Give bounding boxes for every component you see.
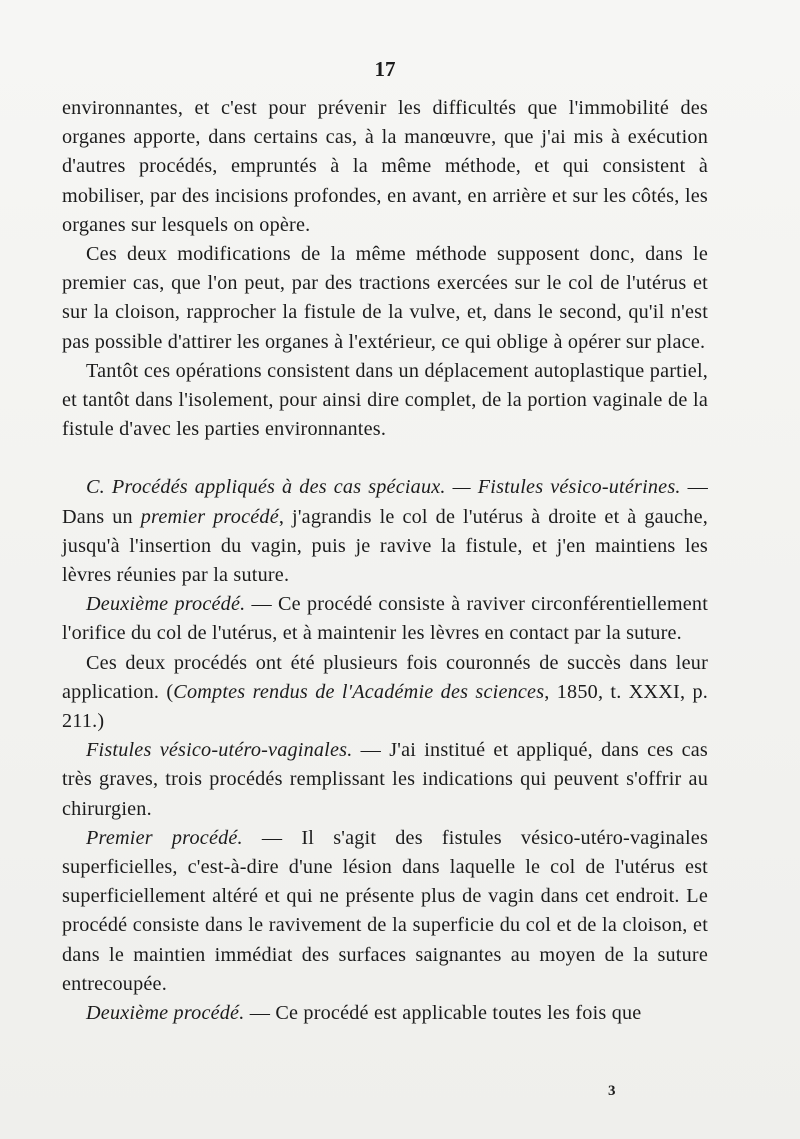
paragraph-5 <box>62 590 708 648</box>
paragraph-6-end: , 1850, t. XXXI, p. 211.) <box>62 680 708 733</box>
paragraph-5-text: — Ce procédé consiste à raviver circonférentiellement l'orifice du col de l'utérus, et à maintenir les lèvres en contact par la suture. <box>62 593 708 645</box>
signature-mark: 3 <box>608 1083 616 1099</box>
paragraph-4 <box>62 473 708 590</box>
paragraph-7-text: — J'ai institué et appliqué, dans ces cas très graves, trois procédés remplissant les indications qui peuvent s'offrir au chirurgien. <box>62 739 708 820</box>
paragraph-4-emphasis: premier procédé <box>140 505 279 528</box>
paragraph-2: Ces deux modifications de la même méthode supposent donc, dans le premier cas, que l'on peut, par des tractions exercées sur le col de l'utérus et sur la cloison, rapprocher la fistule de la vulve, et, dans le second, qu'il n'est pas possible d'attirer les organes à l'extérieur, ce qui oblige à opérer sur place. <box>62 243 708 353</box>
paragraph-9 <box>62 999 708 1028</box>
paragraph-9-text: — Ce procédé est applicable toutes les fois que <box>244 1002 642 1025</box>
paragraph-7-heading: Fistules vésico-utéro-vaginales. <box>86 739 353 762</box>
paragraph-4-dash: — Dans un <box>62 476 708 528</box>
paragraph-5-heading: Deuxième procédé. <box>86 593 246 616</box>
paragraph-1: environnantes, et c'est pour prévenir les difficultés que l'immobilité des organes apporte, dans certains cas, à la manœuvre, que j'ai mis à exécution d'autres procédés, empruntés à la même méthode, et qui consistent à mobiliser, par des incisions profondes, en avant, en arrière et sur les côtés, les organes sur lesquels on opère. <box>62 97 708 236</box>
paragraph-7 <box>62 736 708 824</box>
page-number: 17 <box>374 57 396 81</box>
body-text <box>62 94 708 1028</box>
paragraph-8-text: — Il s'agit des fistules vésico-utéro-vaginales superficielles, c'est-à-dire d'une lésion dans laquelle le col de l'utérus est superficiellement altéré et qui ne présente plus de vagin dans cet endroit. Le procédé consiste dans le ravivement de la superficie du col et de la cloison, et dans le maintien immédiat des surfaces saignantes au moyen de la suture entrecoupée. <box>62 826 708 995</box>
section-heading-vesico-uterine: C. Procédés appliqués à des cas spéciaux. — Fistules vésico-utérines. <box>86 476 681 499</box>
paragraph-8-heading: Premier procédé. <box>86 826 243 849</box>
paragraph-9-heading: Deuxième procédé. <box>86 1002 245 1025</box>
paragraph-3: Tantôt ces opérations consistent dans un déplacement autoplastique partiel, et tantôt dans l'isolement, pour ainsi dire complet, de la portion vaginale de la fistule d'avec les parties environnantes. <box>62 359 708 441</box>
paragraph-4-text: , j'agrandis le col de l'utérus à droite et à gauche, jusqu'à l'insertion du vagin, puis je ravive la fistule, et j'en maintiens les lèvres réunies par la suture. <box>62 505 708 587</box>
paragraph-6-citation: Comptes rendus de l'Académie des sciences <box>173 680 545 703</box>
paragraph-8 <box>62 824 708 999</box>
paragraph-6 <box>62 649 708 737</box>
paragraph-6-start: Ces deux procédés ont été plusieurs fois couronnés de succès dans leur application. ( <box>62 651 708 703</box>
